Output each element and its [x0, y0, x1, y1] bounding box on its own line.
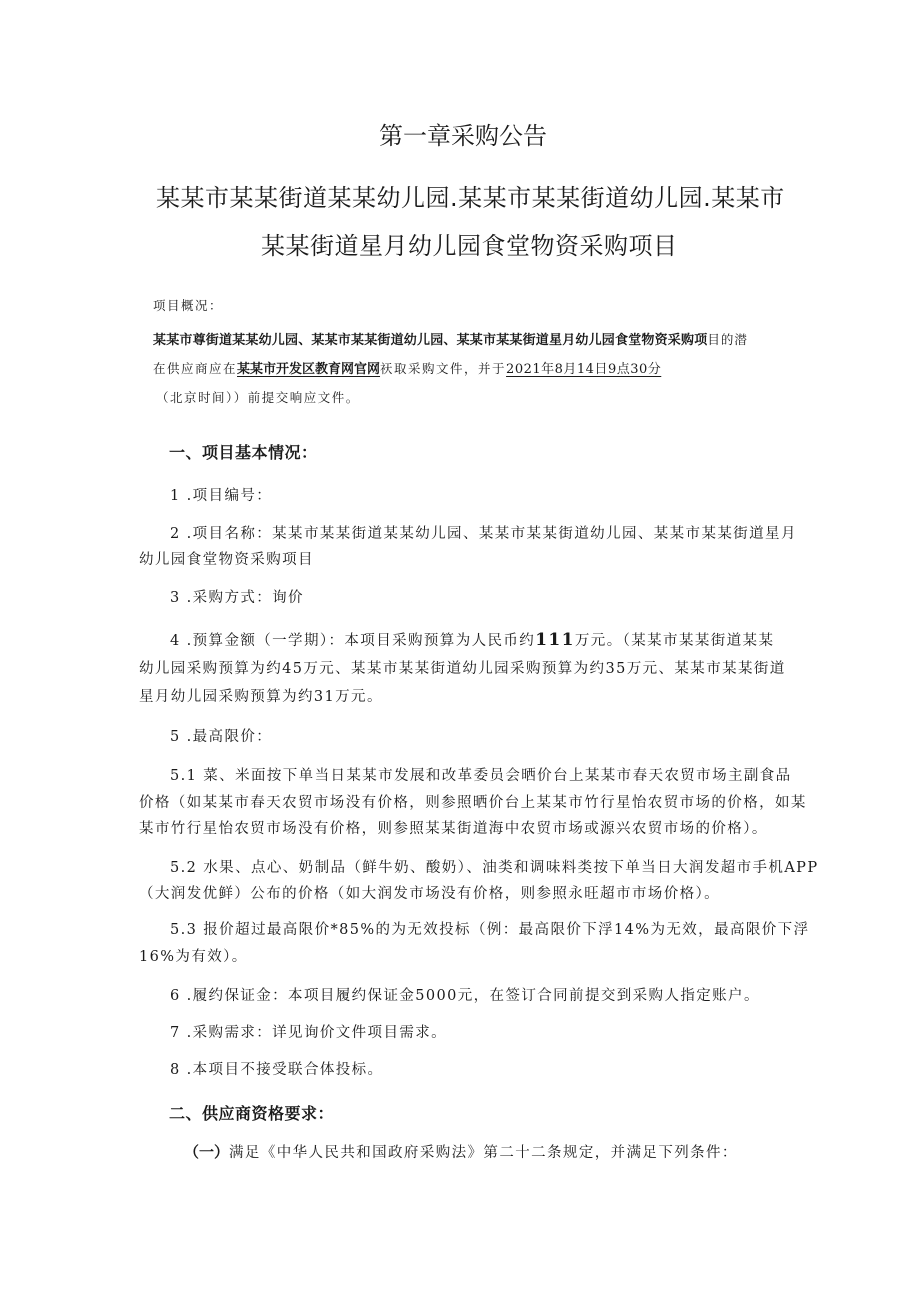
item5-max-price: 5 .最高限价： [170, 729, 273, 745]
item5-1-line3: 某市竹行星怡农贸市场没有价格，则参照某某街道海中农贸市场或源兴农贸市场的价格）。 [139, 821, 768, 837]
overview-heading: 项目概况： [153, 298, 224, 313]
section1-heading: 一、项目基本情况： [169, 443, 318, 462]
item8-no-consortium: 8 .本项目不接受联合体投标。 [170, 1062, 384, 1078]
overview-line1 [153, 329, 748, 348]
item4-budget-text: 4 .预算金额（一学期）：本项目采购预算为人民币约 [170, 633, 536, 649]
item2-project-name-line1: 2 .项目名称：某某市某某街道某某幼儿园、某某市某某街道幼儿园、某某市某某街道星月 [170, 526, 797, 542]
overview-line2 [153, 358, 661, 377]
overview-line2-a: 在供应商应在 [153, 361, 238, 376]
section2-sub1-label: （一） [184, 1143, 230, 1161]
item6-performance-bond: 6 .履约保证金：本项目履约保证金5000元，在签订合同前提交到采购人指定账户。 [170, 988, 760, 1004]
item5-2-line1: 5.2 水果、点心、奶制品（鲜牛奶、酸奶）、油类和调味料类按下单当日大润发超市手机APP [170, 860, 819, 876]
item5-1-line2: 价格（如某某市春天农贸市场没有价格，则参照晒价台上某某市竹行星怡农贸市场的价格，如某 [139, 795, 807, 811]
item5-2-line2: （大润发优鲜）公布的价格（如大润发市场没有价格，则参照永旺超市市场价格）。 [139, 886, 721, 902]
overview-line3: （北京时间））前提交响应文件。 [156, 390, 360, 405]
item1-project-number: 1 .项目编号： [170, 488, 273, 504]
item5-3-line1: 5.3 报价超过最高限价*85%的为无效投标（例：最高限价下浮14%为无效，最高限价下浮 [170, 922, 810, 938]
item5-3-line2: 16%为有效）。 [139, 949, 248, 965]
section2-sub1 [184, 1141, 738, 1162]
item7-procurement-requirements: 7 .采购需求：详见询价文件项目需求。 [170, 1025, 448, 1041]
item4-budget-line3: 星月幼儿园采购预算为约31万元。 [139, 689, 383, 705]
overview-line2-b: 祆取采购文件，并于 [380, 361, 507, 376]
item4-budget-amount: 111 [535, 630, 575, 650]
overview-line1-tail: 目的潜 [707, 332, 748, 347]
section2-heading: 二、供应商资格要求： [169, 1104, 335, 1123]
overview-website-link[interactable]: 某某市开发区教育网官网 [237, 362, 381, 377]
item3-procurement-method: 3 .采购方式：询价 [170, 590, 304, 606]
item5-1-line1: 5.1 菜、米面按下单当日某某市发展和改革委员会晒价台上某某市春天农贸市场主副食品 [170, 768, 792, 784]
project-title-line2: 某某街道星月幼儿园食堂物资采购项目 [261, 232, 678, 260]
chapter-title: 第一章采购公告 [379, 122, 547, 150]
project-title-line1: 某某市某某街道某某幼儿园.某某市某某街道幼儿园.某某市 [156, 184, 785, 212]
section2-sub1-text: 满足《中华人民共和国政府采购法》第二十二条规定，并满足下列条件： [229, 1145, 738, 1161]
item2-project-name-line2: 幼儿园食堂物资采购项目 [139, 552, 314, 568]
overview-deadline: 2021年8月14日9点30分 [506, 362, 662, 377]
overview-project-names: 某某市尊街道某某幼儿园、某某市某某街道幼儿园、某某市某某街道星月幼儿园食堂物资采购项 [153, 333, 708, 348]
item4-budget-text-b: 万元。（某某市某某街道某某 [574, 633, 775, 649]
item4-budget-line1 [170, 629, 774, 650]
item4-budget-line2: 幼儿园采购预算为约45万元、某某市某某街道幼儿园采购预算为约35万元、某某市某某街道 [139, 661, 786, 677]
